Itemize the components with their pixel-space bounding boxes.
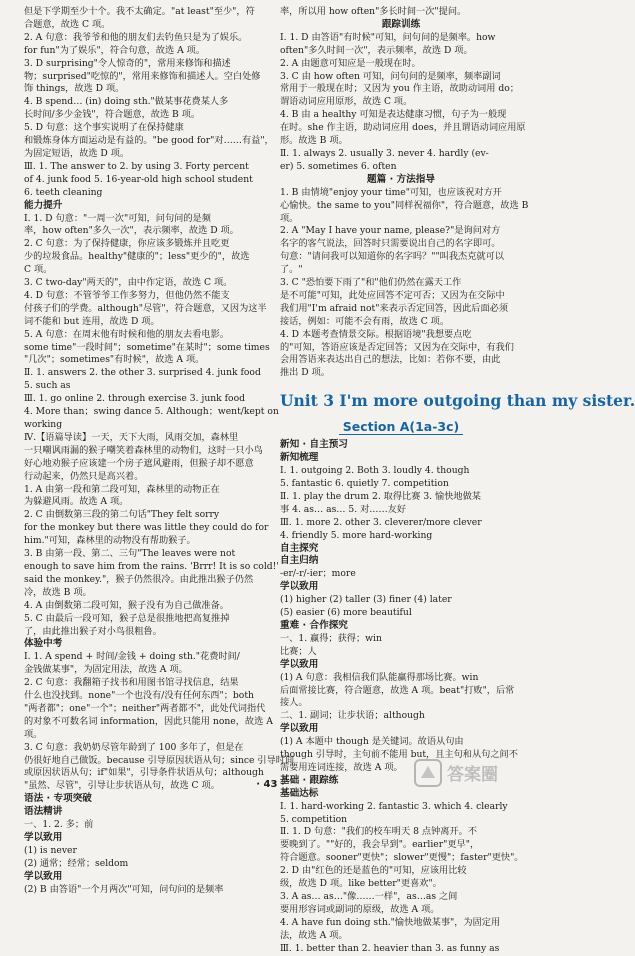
section-heading: 学以致用 xyxy=(24,870,63,882)
text-line: 付孩子们的学费。although"尽管"，符合题意，又因为这半 xyxy=(24,302,267,314)
text-line: 2. A 由题意可知应是一般现在时。 xyxy=(280,57,421,69)
text-line: Ⅲ. 1. better than 2. heavier than 3. as funny as xyxy=(280,942,500,954)
section-heading: 跟踪训练 xyxy=(381,18,421,30)
section-heading: 自主归纳 xyxy=(280,555,319,567)
text-line: 事 4. as… as… 5. 对……友好 xyxy=(280,503,407,515)
text-line: 什么也没找到。none"一个也没有/没有任何东西"；both xyxy=(24,690,254,702)
text-line: 2. C 句意：为了保持健康，你应该多锻炼并且吃更 xyxy=(24,238,230,250)
text-line: 3. C 句意：我奶奶尽管年龄到了 100 多年了，但是在 xyxy=(24,741,244,753)
text-line: working xyxy=(24,419,63,430)
text-line: Ⅰ. 1. D 句意："一周一次"可知，问句问的是频 xyxy=(24,212,211,224)
text-line: 要用形容词或副词的原级，故选 A 项。 xyxy=(280,903,440,915)
text-line: 或原因状语从句；if"如果"，引导条件状语从句；although xyxy=(24,767,264,779)
text-line: 项。 xyxy=(280,212,299,224)
right-bottom-block xyxy=(280,439,522,955)
text-line: "几次"；sometimes"有时候"，故选 A 项。 xyxy=(24,354,205,366)
text-line: 2. A "May I have your name, please?"是询问对方 xyxy=(280,225,501,237)
right-column xyxy=(280,6,635,956)
text-line: 3. B 由第一段、第二、三句"The leaves were not xyxy=(24,548,236,560)
text-line: 4. B 由 a healthy 可知是表达健康习惯，句子为一般现 xyxy=(280,109,507,121)
text-line: 5. A 句意：在周末他有时候和他的朋友去看电影。 xyxy=(24,328,229,340)
text-line: 句意："请问我可以知道你的名字吗？""叫我杰克就可以 xyxy=(280,251,504,263)
text-line: Ⅲ. 1. more 2. other 3. cleverer/more clever xyxy=(280,516,482,528)
text-line: of 4. junk food 5. 16-year-old high school student xyxy=(24,173,253,185)
text-line: 后面常接比赛，符合题意，故选 A 项。beat"打败"，后常 xyxy=(280,684,515,696)
text-line: 形。故选 B 项。 xyxy=(280,135,348,147)
text-line: 法，故选 A 项。 xyxy=(280,929,348,941)
text-line: 在时。she 作主语，助动词应用 does，并且谓语动词应用原 xyxy=(280,122,526,134)
text-line: 率，所以用 how often"多长时间一次"提问。 xyxy=(280,6,467,17)
text-line: 二、1. 副词；让步状语；although xyxy=(280,710,425,722)
text-line: 3. D surprising"令人惊奇的"，常用来修饰和描述 xyxy=(24,57,231,69)
text-line: (1) is never xyxy=(24,844,77,856)
text-line: er) 5. sometimes 6. often xyxy=(280,160,397,172)
section-heading: 自主探究 xyxy=(280,542,319,554)
text-line: 级，故选 D 项。like better"更喜欢"。 xyxy=(280,878,442,890)
text-line: 心愉快。the same to you"同样祝福你"，符合题意，故选 B xyxy=(280,199,529,211)
text-line: 但是下学期至少十个。我不太确定。"at least"至少"，符 xyxy=(24,6,255,17)
text-line: 1. B 由情境"enjoy your time"可知，也应该祝对方开 xyxy=(280,186,502,198)
text-line: 5. fantastic 6. quietly 7. competition xyxy=(280,478,449,489)
text-line: Ⅱ. 1. answers 2. the other 3. surprised 4. junk food xyxy=(24,367,261,379)
section-heading: 基础 · 跟踪练 xyxy=(280,774,339,786)
text-line: 3. A as… as…"像……一样"，as…as 之间 xyxy=(280,891,458,902)
section-heading: 学以致用 xyxy=(280,723,319,735)
text-line: said the monkey."，猴子仍然很冷。由此推出猴子仍然 xyxy=(24,573,254,585)
section-heading: 学以致用 xyxy=(280,658,319,670)
text-line: him."可知，森林里的动物没有帮助猴子。 xyxy=(24,535,196,547)
section-title: Section A(1a-3c) xyxy=(280,418,522,435)
text-line: 5. C 由最后一段可知，猴子总是很推地把高复推掉 xyxy=(24,612,230,624)
text-line: 4. D 本题考查情景交际。根据语境"我想要点吃 xyxy=(280,328,472,340)
text-line: 好心地劝猴子应该建一个房子遮风避雨，但猴子却不愿意 xyxy=(24,457,254,469)
text-line: 的对象不可数名词 information，因此只能用 none，故选 A xyxy=(24,715,273,727)
text-line: 4. More than；swing dance 5. Although；went/kept on xyxy=(24,406,279,418)
text-line: though 引导时，主句前不能用 but，且主句和从句之间不 xyxy=(280,749,518,761)
text-line: for the monkey but there was little they could do for xyxy=(24,522,269,534)
text-line: 了。" xyxy=(280,264,303,276)
text-line: "两者都"；one"一个"；neither"两者都不"，此处代词指代 xyxy=(24,702,266,714)
text-line: (5) easier (6) more beautiful xyxy=(280,607,412,619)
text-line: 仍很好地自己做饭。because 引导原因状语从句；since 引导时间 xyxy=(24,754,295,766)
text-line: 4. D 句意：不管爷爷工作多努力，但他仍然不能支 xyxy=(24,289,230,301)
text-line: 4. B spend… (in) doing sth."做某事花费某人多 xyxy=(24,96,229,108)
text-line: 名字的客气说法，回答时只需要说出自己的名字即可。 xyxy=(280,238,501,250)
text-line: Ⅳ.【语篇导读】一天，天下大雨，风雨交加，森林里 xyxy=(24,431,239,443)
text-line: 需要用连词连接，故选 A 项。 xyxy=(280,761,403,773)
svg-text:答案圈: 答案圈 xyxy=(447,765,498,785)
section-heading: 能力提升 xyxy=(24,199,63,211)
text-line: Ⅱ. 1. always 2. usually 3. never 4. hardly (ev- xyxy=(280,147,489,159)
text-line: 5. such as xyxy=(24,380,71,392)
text-line: 是不可能"可知，此处应回答不定可否；又因为在交际中 xyxy=(280,289,505,301)
text-line: 一、1. 赢得；获得；win xyxy=(280,632,382,644)
text-line: 3. C 由 how often 可知，问句问的是频率，频率副词 xyxy=(280,70,501,82)
text-line: 物；surprised"吃惊的"，常用来修饰和描述人。空白处修 xyxy=(24,70,261,82)
text-line: (1) A 句意：我相信我们队能赢得那场比赛。win xyxy=(280,671,479,683)
page-number: · 43 · xyxy=(256,779,285,790)
text-line: 的"可知，答语应该是否定回答；又因为在交际中，有我们 xyxy=(280,341,514,353)
text-line: Ⅰ. 1. A spend + 时间/金钱 + doing sth."花费时间/ xyxy=(24,651,240,663)
section-heading: 新知梳理 xyxy=(280,452,319,464)
text-line: Ⅰ. 1. D 由答语"有时候"可知，问句问的是频率。how xyxy=(280,31,496,43)
section-heading: 学以致用 xyxy=(24,832,63,843)
text-line: -er/-r/-ier；more xyxy=(280,568,356,580)
text-line: 一、1. 2. 多；前 xyxy=(24,819,94,831)
text-line: 推出 D 项。 xyxy=(280,367,330,379)
text-line: 金钱做某事"，为固定用法，故选 A 项。 xyxy=(24,664,188,676)
right-top-block xyxy=(280,6,529,380)
text-line: 要晚到了。""好的，我会早到"。earlier"更早"， xyxy=(280,839,480,851)
text-line: 合题意，故选 C 项。 xyxy=(24,18,111,30)
section-heading: 基础达标 xyxy=(280,787,319,799)
text-line: 3. C two-day"两天的"，由中作定语，故选 C 项。 xyxy=(24,277,233,289)
text-line: 4. A have fun doing sth."愉快地做某事"，为固定用 xyxy=(280,916,501,928)
text-line: often"多久时间一次"，表示频率，故选 D 项。 xyxy=(280,44,473,56)
text-line: 一只嘲讽雨漏的猴子嘲笑着森林里的动物们，这时一只小鸟 xyxy=(24,444,263,456)
text-line: Ⅰ. 1. hard-working 2. fantastic 3. which 4. clearly xyxy=(280,800,508,812)
text-line: 2. A 句意：我爷爷和他的朋友们去钓鱼只是为了娱乐。 xyxy=(24,31,248,43)
section-heading: 语法精讲 xyxy=(24,806,63,818)
text-line: 1. A 由第一段和第二段可知，森林里的动物正在 xyxy=(24,483,220,495)
text-line: 会用答语来表达出自己的想法，比如：若你不要，由此 xyxy=(280,354,501,366)
text-line: 5. D 句意：这个事实说明了在保持健康 xyxy=(24,122,184,134)
text-line: 谓语动词应用原形，故选 C 项。 xyxy=(280,96,413,108)
text-line: C 项。 xyxy=(24,264,53,276)
unit-title: Unit 3 I'm more outgoing than my sister. xyxy=(280,391,635,411)
text-line: Ⅲ. 1. go online 2. through exercise 3. junk food xyxy=(24,393,245,405)
text-line: 6. teeth cleaning xyxy=(24,186,103,198)
text-line: 为躲避风雨。故选 A 项。 xyxy=(24,496,129,508)
text-line: 为固定短语，故选 D 项。 xyxy=(24,147,130,159)
text-line: 了，由此推出猴子对小鸟很粗鲁。 xyxy=(24,625,162,637)
text-line: 率，how often"多久一次"，表示频率，故选 D 项。 xyxy=(24,225,239,237)
text-line: 少的垃圾食品。healthy"健康的"；less"更少的"，故选 xyxy=(24,251,250,263)
text-line: 词不能和 but 连用，故选 D 项。 xyxy=(24,315,160,327)
text-line: 4. A 由倒数第二段可知，猴子没有为自己做准备。 xyxy=(24,599,229,611)
text-line: Ⅲ. 1. The answer to 2. by using 3. Forty percent xyxy=(24,160,249,172)
watermark-logo xyxy=(413,756,533,790)
section-heading: 语法 · 专项突破 xyxy=(24,793,92,805)
text-line: (2) B 由答语"一个月两次"可知，问句问的是频率 xyxy=(24,883,224,895)
text-line: 比赛；人 xyxy=(280,645,317,657)
text-line: some time"一段时间"；sometime"在某时"；some times xyxy=(24,341,270,353)
section-heading: 题篇 · 方法指导 xyxy=(367,173,435,185)
text-line: 3. C "恐怕要下雨了"和"他们仍然在露天工作 xyxy=(280,277,462,289)
text-line: 接人。 xyxy=(280,697,308,709)
text-line: 和锻炼身体方面运动是有益的。"be good for"对……有益"， xyxy=(24,135,274,147)
section-heading: 体验中考 xyxy=(24,638,63,650)
text-line: 长时间/多少金钱"，符合题意，故选 B 项。 xyxy=(24,109,201,121)
text-line: 饰 things，故选 D 项。 xyxy=(24,83,125,95)
text-line: 冷，故选 B 项。 xyxy=(24,586,92,598)
text-line: for fun"为了娱乐"，符合句意，故选 A 项。 xyxy=(24,44,206,56)
text-line: 5. competition xyxy=(280,813,348,825)
section-heading: 学以致用 xyxy=(280,581,319,593)
text-line: 接话，例如：可能不会有雨，故选 C 项。 xyxy=(280,315,450,327)
text-line: 符合题意。sooner"更快"；slower"更慢"；faster"更快"。 xyxy=(280,852,524,864)
text-line: 常用于一般现在时；又因为 you 作主语，故助动词用 do； xyxy=(280,83,519,95)
text-line: 2. C 句意：我翻箱子找书和用图书馆寻找信息，结果 xyxy=(24,677,239,689)
text-line: 2. C 由倒数第三段的第二句话"They felt sorry xyxy=(24,509,220,521)
text-line: Ⅰ. 1. outgoing 2. Both 3. loudly 4. though xyxy=(280,465,470,477)
text-line: (1) A 本题中 though 是关键词。故语从句由 xyxy=(280,736,464,748)
text-line: Ⅱ. 1. play the drum 2. 取得比赛 3. 愉快地做某 xyxy=(280,490,481,502)
text-line: (2) 通常；经常；seldom xyxy=(24,857,129,869)
text-line: 项。 xyxy=(24,728,43,740)
text-line: (1) higher (2) taller (3) finer (4) later xyxy=(280,594,452,606)
text-line: 4. friendly 5. more hard-working xyxy=(280,529,433,541)
text-line: Ⅱ. 1. D 句意："我们的校车明天 8 点钟离开。不 xyxy=(280,826,477,838)
text-line: 行动起来，仍然只是高兴着。 xyxy=(24,470,144,482)
section-heading: 重难 · 合作探究 xyxy=(280,619,348,631)
text-line: enough to save him from the rains. 'Brrr! It is so cold!' xyxy=(24,560,279,572)
section-heading: 新知 · 自主预习 xyxy=(280,439,348,451)
text-line: "虽然、尽管"，引导让步状语从句，故选 C 项。 xyxy=(24,780,220,792)
text-line: 2. D 由"红色的还是蓝色的"可知，应该用比较 xyxy=(280,865,467,877)
text-line: 我们用"I'm afraid not"来表示否定回答，因此后面必须 xyxy=(280,302,509,314)
